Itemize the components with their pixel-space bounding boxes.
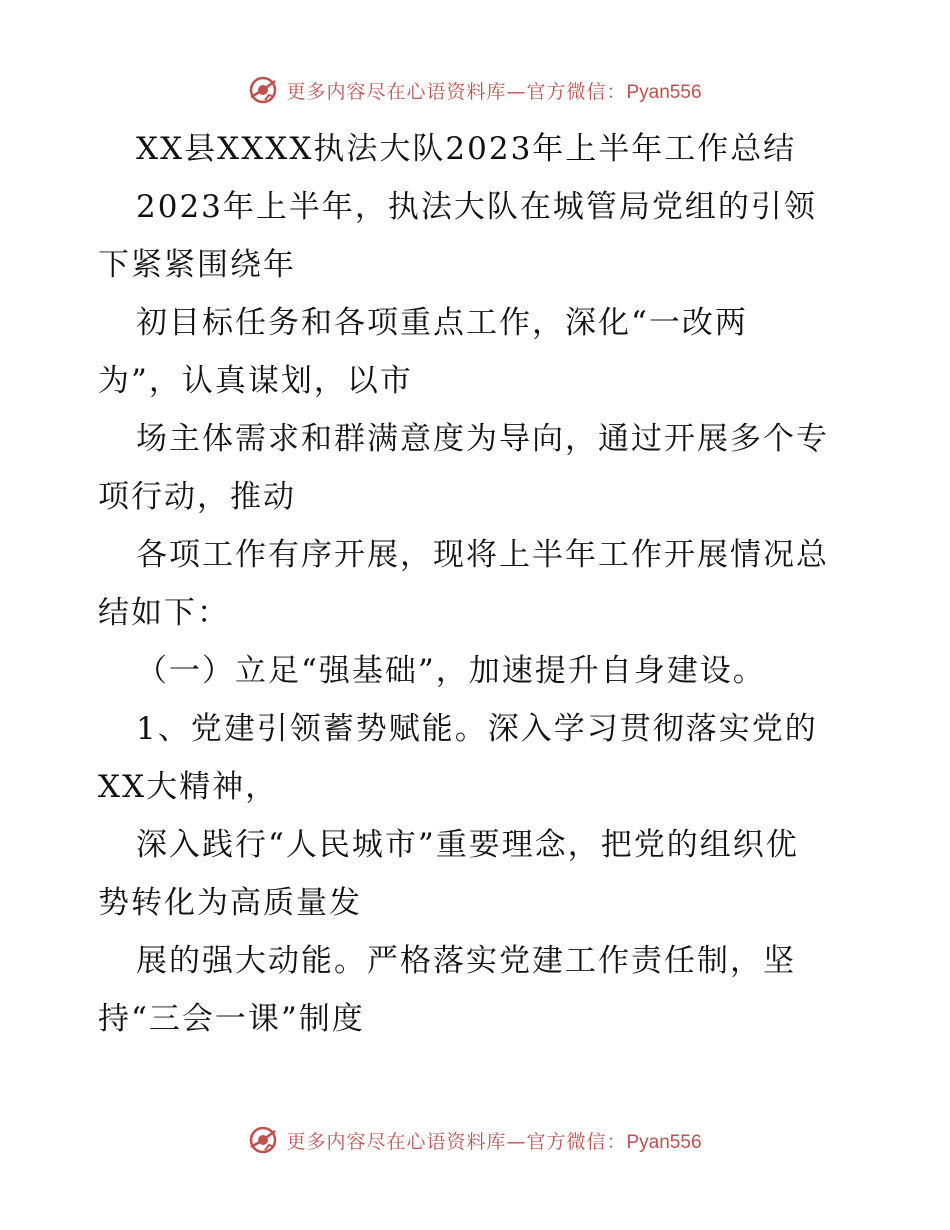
watermark-text: 更多内容尽在心语资料库—官方微信：Pyan556	[286, 1130, 702, 1153]
paragraph-line: 2023年上半年，执法大队在城管局党组的引领	[136, 189, 817, 225]
paragraph-line: 项行动，推动	[98, 479, 296, 515]
document-body	[98, 120, 858, 1048]
paragraph-line: 初目标任务和各项重点工作，深化“一改两	[136, 305, 748, 341]
paragraph-line: 展的强大动能。严格落实党建工作责任制，坚	[136, 943, 796, 979]
brand-logo-icon	[248, 75, 278, 105]
header-watermark	[0, 70, 950, 110]
paragraph-line: 为”，认真谋划，以市	[98, 363, 413, 399]
paragraph-line: 各项工作有序开展，现将上半年工作开展情况总	[136, 537, 829, 573]
paragraph-line: 深入践行“人民城市”重要理念，把党的组织优	[136, 827, 799, 863]
footer-watermark	[0, 1120, 950, 1160]
paragraph-line: 1、党建引领蓄势赋能。深入学习贯彻落实党的	[136, 711, 818, 747]
watermark-text: 更多内容尽在心语资料库—官方微信：Pyan556	[286, 80, 702, 103]
brand-logo-icon	[248, 1125, 278, 1155]
paragraph-line: 场主体需求和群满意度为导向，通过开展多个专	[136, 421, 829, 457]
document-title: XX县XXXX执法大队2023年上半年工作总结	[136, 131, 797, 167]
paragraph-line: 下紧紧围绕年	[98, 247, 296, 283]
paragraph-line: 结如下：	[98, 595, 230, 631]
section-heading: （一）立足“强基础”，加速提升自身建设。	[136, 653, 766, 689]
paragraph-line: XX大精神，	[98, 769, 279, 805]
paragraph-line: 持“三会一课”制度	[98, 1001, 365, 1037]
paragraph-line: 势转化为高质量发	[98, 885, 362, 921]
